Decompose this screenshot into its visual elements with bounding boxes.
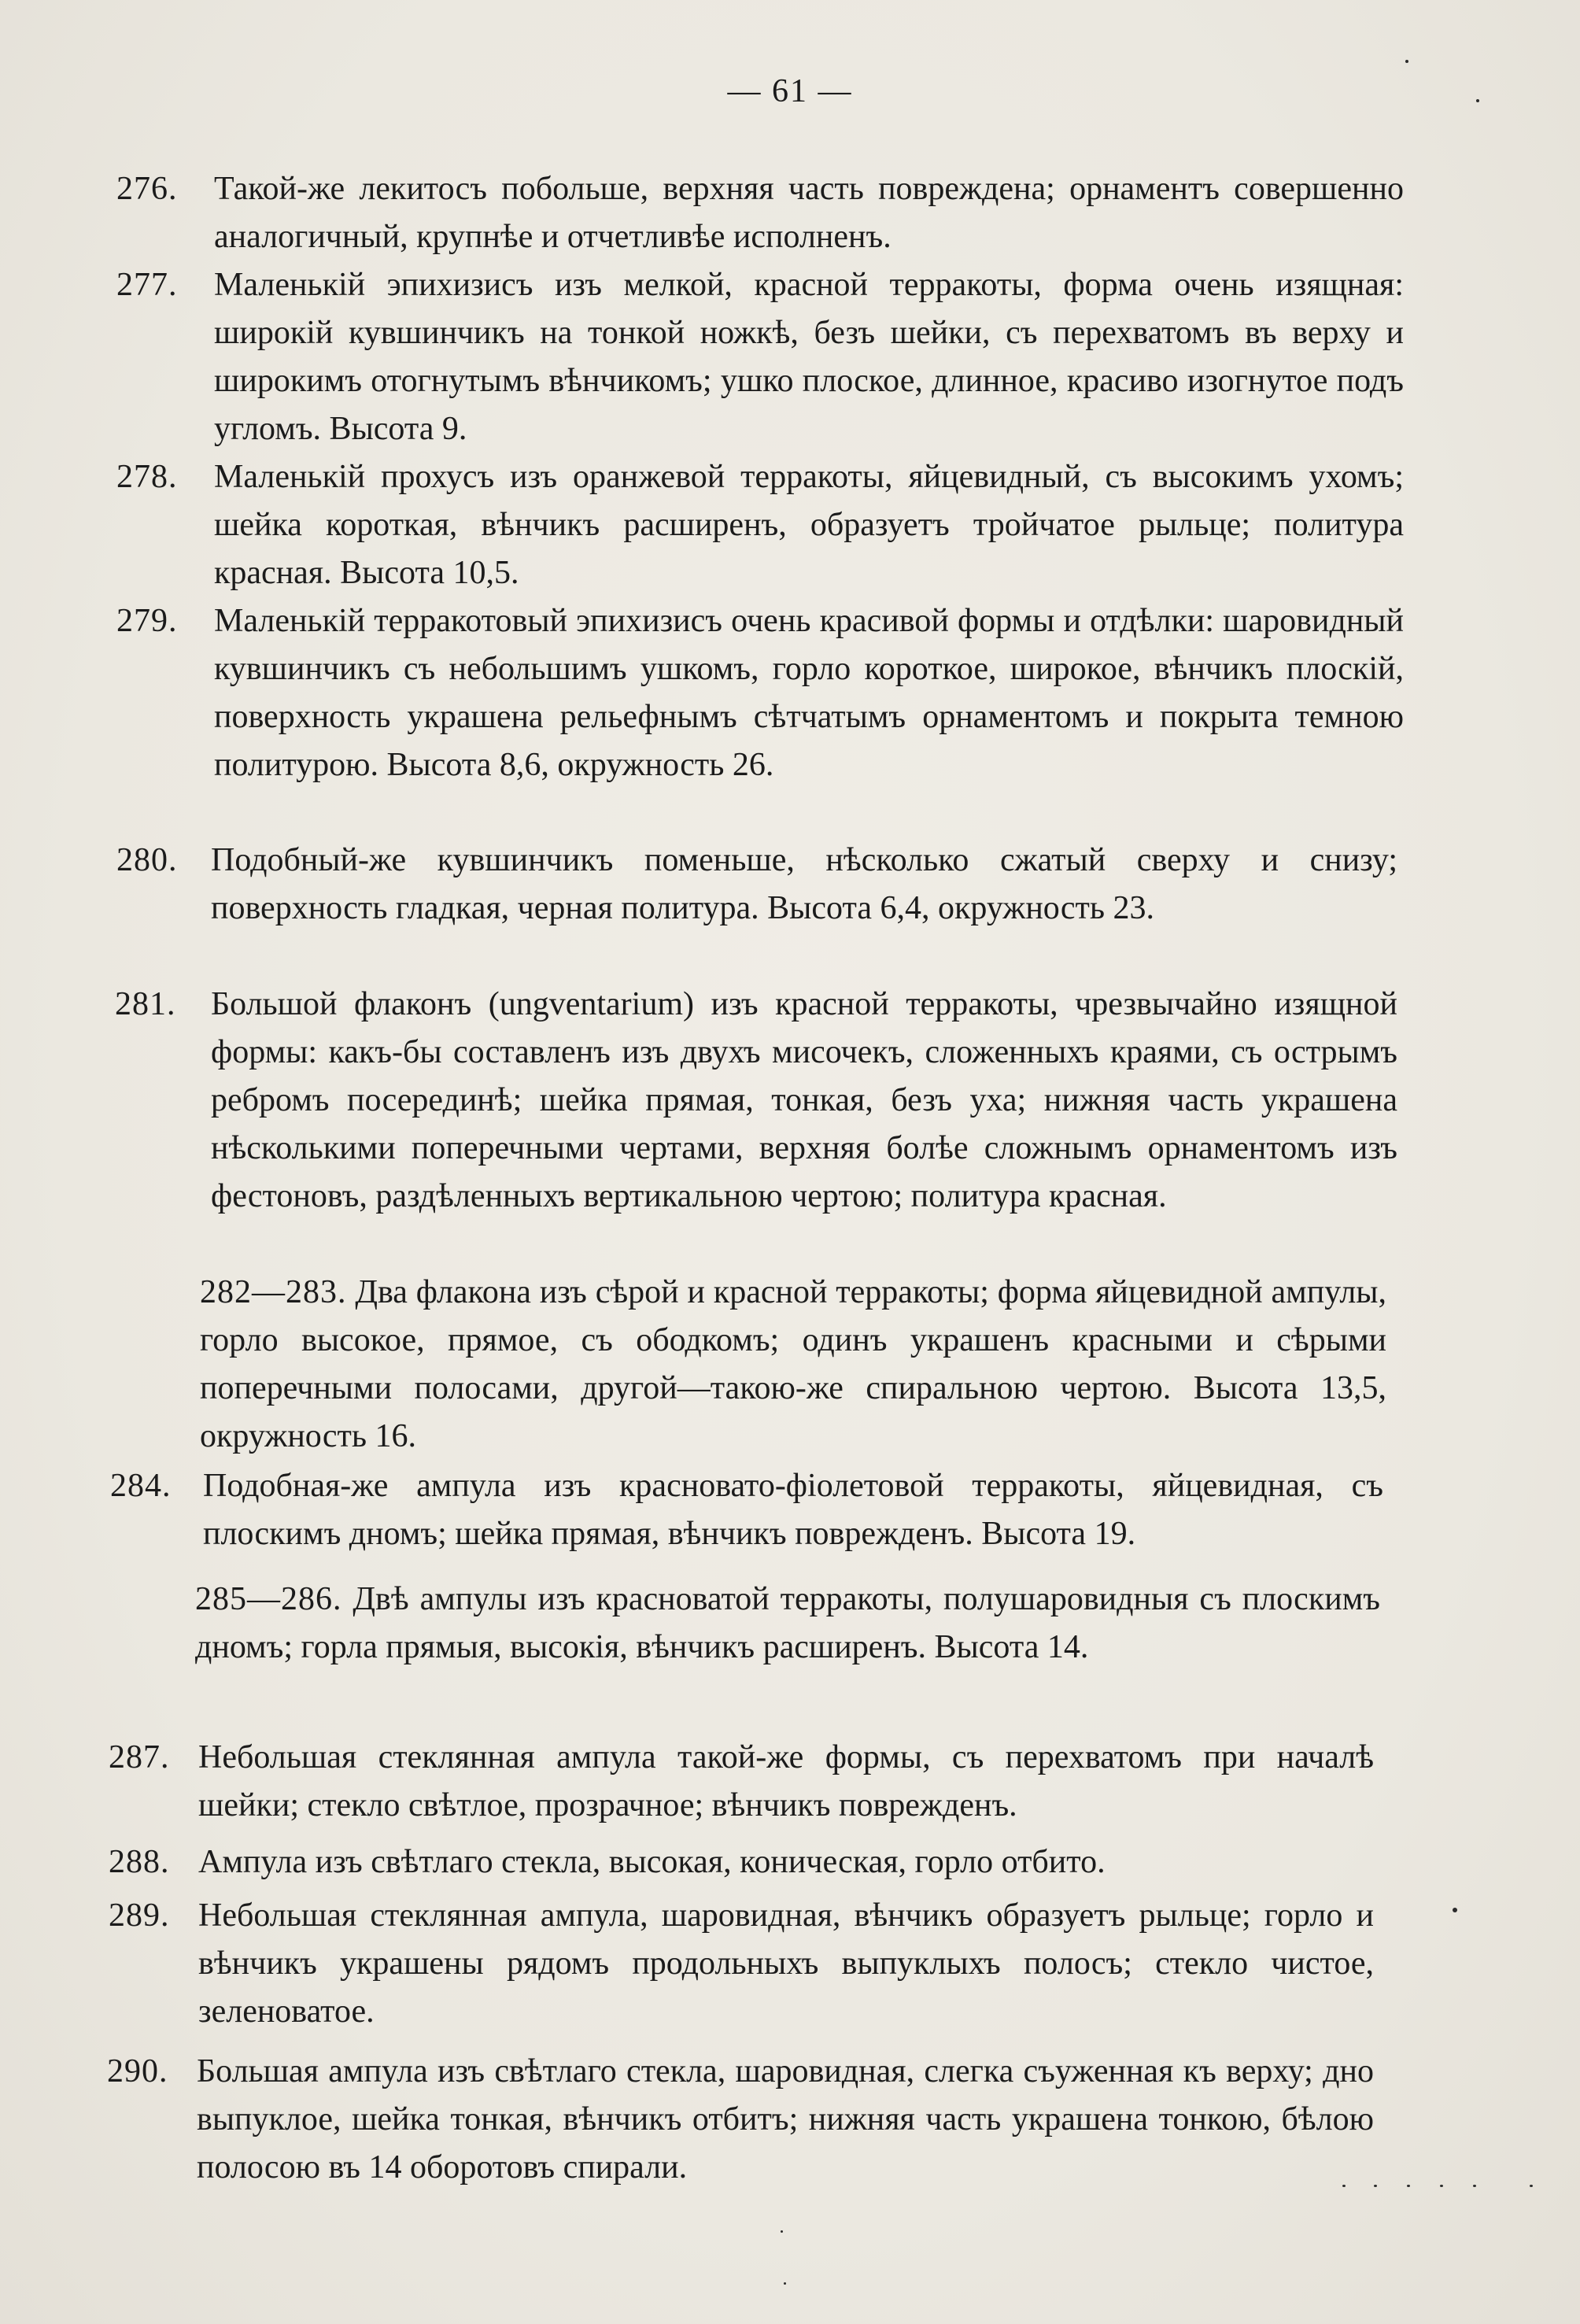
speck <box>1453 1908 1457 1912</box>
entry-text <box>200 1269 1386 1461</box>
entry-text: Небольшая стеклянная ампула такой-же формы, съ перехватомъ при началѣ шейки; стекло свѣтлое, прозрачное; вѣнчикъ поврежденъ. <box>198 1739 1374 1823</box>
speck <box>1374 2185 1377 2187</box>
entry-number: 278. <box>116 459 178 495</box>
entry-text: Маленькій терракотовый эпихизисъ очень красивой формы и отдѣлки: шаровидный кувшинчикъ съ небольшимъ ушкомъ, горло короткое, широкое, вѣнчикъ плоскій, поверхность украшена рельефнымъ сѣтчатымъ орнаментомъ и покрыта темною политурою. Высота 8,6, окружность 26. <box>214 603 1404 783</box>
entry-number: 281. <box>115 986 176 1022</box>
entry-number: 276. <box>116 171 178 207</box>
speck <box>1476 99 1479 102</box>
speck <box>1342 2185 1346 2187</box>
entry-number: 282—283. <box>200 1274 347 1310</box>
entry-text: Подобная-же ампула изъ красновато-фіолетовой терракоты, яйцевидная, съ плоскимъ дномъ; шейка прямая, вѣнчикъ поврежденъ. Высота 19. <box>203 1468 1383 1552</box>
entry-text <box>195 1576 1380 1672</box>
entry-text-inline: Два флакона изъ сѣрой и красной терракоты; форма яйцевидной ампулы, горло высокое, прямое, съ ободкомъ; одинъ украшенъ красными и сѣрыми поперечными полосами, другой—такою-же спиральною чертою. Высота 13,5, окружность 16. <box>200 1274 1386 1454</box>
speck <box>1473 2185 1476 2187</box>
entry-number: 288. <box>109 1844 170 1880</box>
entry-number: 279. <box>116 603 178 639</box>
entry-number: 277. <box>116 267 178 303</box>
entry-text: Ампула изъ свѣтлаго стекла, высокая, коническая, горло отбито. <box>198 1844 1106 1880</box>
entry-number: 284. <box>110 1468 172 1504</box>
speck <box>1407 2185 1410 2187</box>
entry-text: Маленькій эпихизисъ изъ мелкой, красной терракоты, форма очень изящная: широкій кувшинчикъ на тонкой ножкѣ, безъ шейки, съ перехватомъ въ верху и широкимъ отогнутымъ вѣнчикомъ; ушко плоское, длинное, красиво изогнутое подъ угломъ. Высота 9. <box>214 267 1404 447</box>
entry-number: 285—286. <box>195 1581 342 1617</box>
entry-text: Большой флаконъ (ungventarium) изъ красной терракоты, чрезвычайно изящной формы: какъ-бы составленъ изъ двухъ мисочекъ, сложенныхъ краями, съ острымъ ребромъ посерединѣ; шейка прямая, тонкая, безъ уха; нижняя часть украшена нѣсколькими поперечными чертами, верхняя болѣе сложнымъ орнаментомъ изъ фестоновъ, раздѣленныхъ вертикальною чертою; политура красная. <box>211 986 1397 1214</box>
speck <box>784 2282 786 2285</box>
page-number: — 61 — <box>727 73 853 109</box>
entry-number: 289. <box>109 1897 170 1934</box>
entry-number: 280. <box>116 842 178 878</box>
entry-text: Такой-же лекитосъ побольше, верхняя часть повреждена; орнаментъ совершенно аналогичный, крупнѣе и отчетливѣе исполненъ. <box>214 171 1404 255</box>
speck <box>1405 60 1408 63</box>
entry-text: Большая ампула изъ свѣтлаго стекла, шаровидная, слегка съуженная къ верху; дно выпуклое, шейка тонкая, вѣнчикъ отбитъ; нижняя часть украшена тонкою, бѣлою полосою въ 14 оборотовъ спирали. <box>197 2053 1374 2185</box>
entry-text-inline: Двѣ ампулы изъ красноватой терракоты, полушаровидныя съ плоскимъ дномъ; горла прямыя, высокія, вѣнчикъ расширенъ. Высота 14. <box>195 1581 1380 1665</box>
entry-text: Небольшая стеклянная ампула, шаровидная, вѣнчикъ образуетъ рыльце; горло и вѣнчикъ украшены рядомъ продольныхъ выпуклыхъ полосъ; стекло чистое, зеленоватое. <box>198 1897 1374 2030</box>
entry-text: Маленькій прохусъ изъ оранжевой терракоты, яйцевидный, съ высокимъ ухомъ; шейка короткая, вѣнчикъ расширенъ, образуетъ тройчатое рыльце; политура красная. Высота 10,5. <box>214 459 1404 591</box>
speck <box>781 2230 783 2233</box>
entry-text: Подобный-же кувшинчикъ поменьше, нѣсколько сжатый сверху и снизу; поверхность гладкая, черная политура. Высота 6,4, окружность 23. <box>211 842 1397 926</box>
entry-number: 290. <box>107 2053 168 2089</box>
speck <box>1530 2185 1533 2187</box>
speck <box>1440 2185 1443 2187</box>
entry-number: 287. <box>109 1739 170 1775</box>
